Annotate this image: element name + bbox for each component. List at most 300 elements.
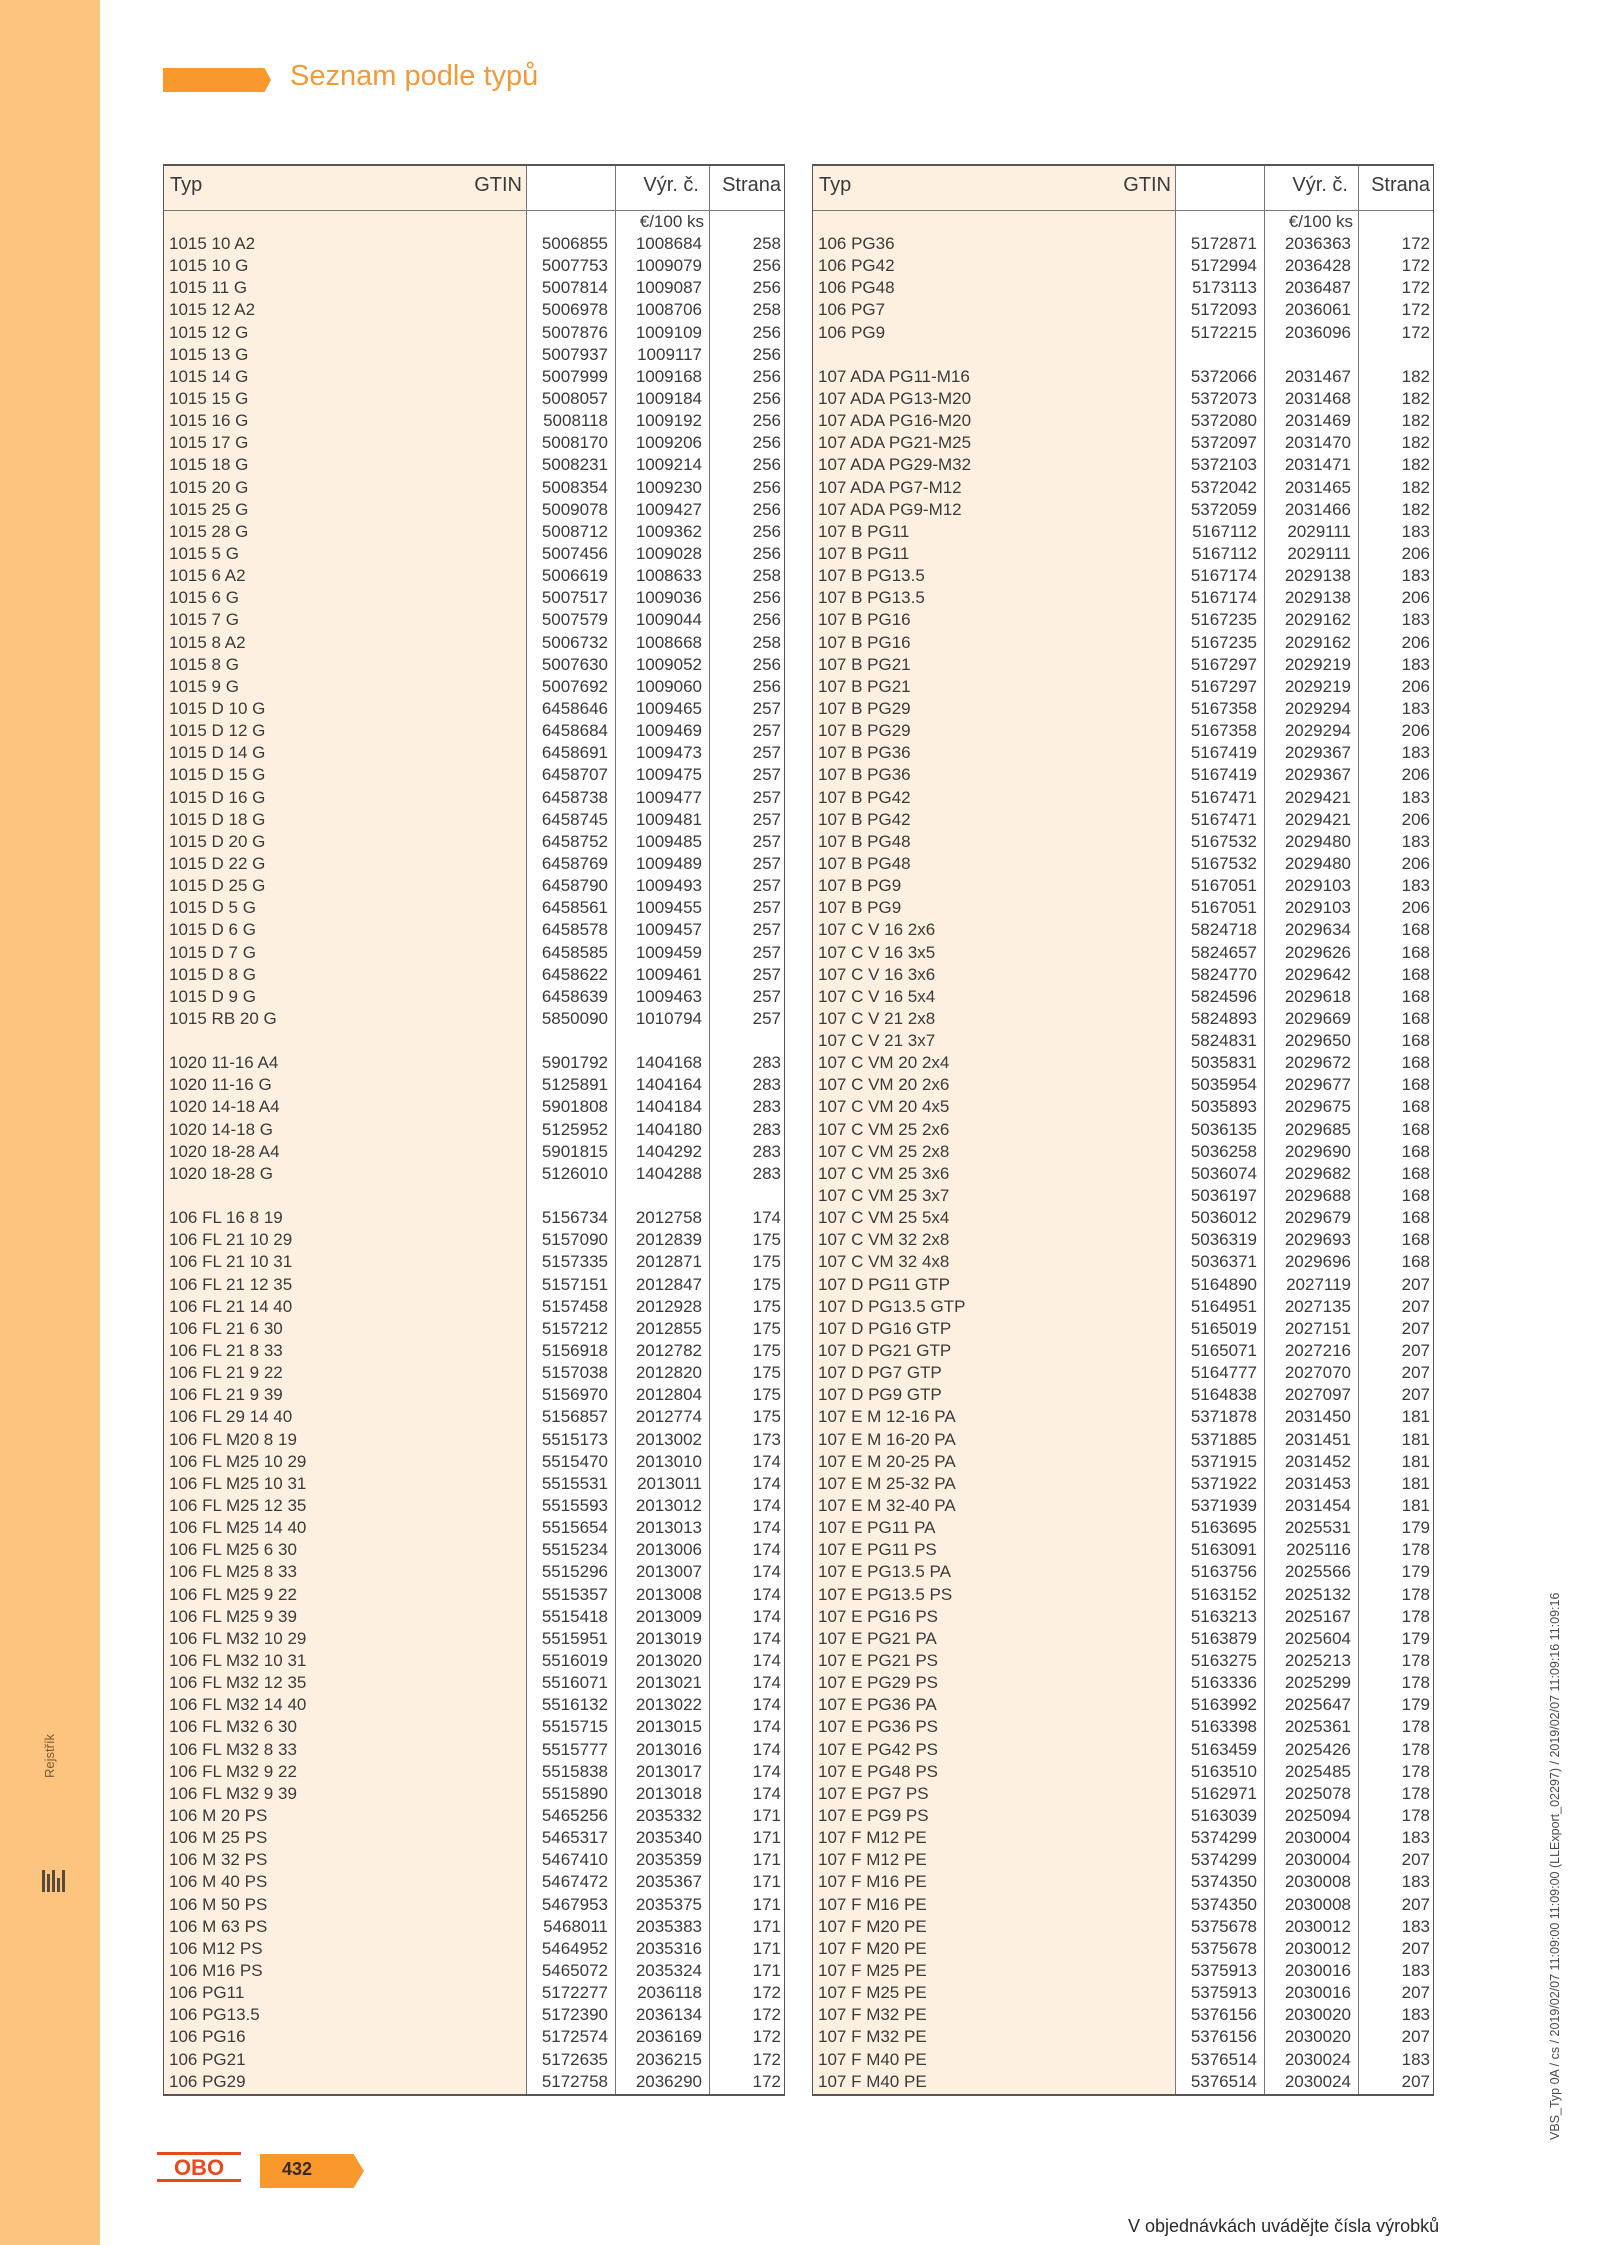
cell-typ: 1020 14-18 G [169,1119,273,1139]
cell-typ: 107 F M16 PE [818,1894,927,1914]
page-number: 432 [282,2159,313,2179]
cell-gtin: 5374299 [1190,1850,1257,1870]
cell-gtin: 6458769 [541,853,608,873]
cell-strana: 175 [752,1318,781,1338]
cell-gtin: 5824893 [1190,1008,1257,1028]
cell-typ: 106 M 40 PS [169,1872,268,1892]
cell-typ: 107 E PG13.5 PS [818,1584,953,1604]
cell-typ: 106 PG36 [818,234,895,253]
cell-strana: 257 [752,809,781,829]
cell-typ: 106 M 32 PS [169,1850,268,1870]
cell-typ: 107 D PG9 GTP [818,1385,942,1405]
cell-strana: 183 [1401,610,1430,630]
cell-strana: 172 [1401,256,1430,276]
cell-typ: 1015 11 G [169,278,248,298]
cell-strana: 179 [1401,1628,1430,1648]
cell-vyr: 2012774 [635,1407,702,1427]
table-row [164,1805,784,1827]
cell-strana: 182 [1401,477,1430,497]
cell-strana: 257 [752,986,781,1006]
cell-gtin: 5167419 [1190,743,1257,763]
cell-gtin: 5516071 [541,1673,608,1693]
cell-strana: 207 [1401,1274,1430,1294]
col-header-typ: Typ [819,174,852,196]
cell-typ: 106 PG21 [169,2049,246,2069]
cell-gtin: 5167297 [1190,654,1257,674]
table-row [813,1451,1433,1473]
cell-gtin: 5515890 [541,1783,608,1803]
table-row [164,1960,784,1982]
cell-gtin: 5515357 [541,1584,608,1604]
cell-gtin: 5167358 [1190,721,1257,741]
cell-vyr: 2013009 [635,1606,702,1626]
cell-strana: 183 [1401,1916,1430,1936]
cell-strana: 256 [752,411,781,431]
cell-gtin: 5163510 [1190,1761,1257,1781]
cell-typ: 107 C V 16 3x6 [818,964,936,984]
cell-typ: 107 E PG9 PS [818,1805,929,1825]
cell-strana: 174 [752,1562,781,1582]
table-row [164,277,784,299]
cell-vyr: 2030024 [1284,2049,1351,2069]
cell-vyr: 1009060 [635,676,702,696]
table-row [164,1716,784,1738]
table-row [813,1894,1433,1916]
table-row [813,1163,1433,1185]
cell-gtin: 5515654 [541,1518,608,1538]
cell-strana: 178 [1401,1584,1430,1604]
cell-vyr: 1009463 [635,986,702,1006]
cell-gtin: 5006978 [541,300,608,320]
cell-typ: 106 FL 21 12 35 [169,1274,293,1294]
cell-strana: 174 [752,1451,781,1471]
cell-vyr: 2013015 [635,1717,702,1737]
cell-strana: 256 [752,388,781,408]
cell-gtin: 5164777 [1190,1363,1257,1383]
cell-typ: 107 D PG16 GTP [818,1318,952,1338]
cell-vyr: 1404292 [635,1141,702,1161]
cell-gtin: 5163756 [1190,1562,1257,1582]
table-row [813,698,1433,720]
cell-typ: 106 FL 21 8 33 [169,1341,283,1361]
cell-gtin: 5172994 [1190,256,1257,276]
cell-gtin: 5167471 [1190,809,1257,829]
cell-gtin: 5172871 [1190,234,1257,253]
table-row [813,1761,1433,1783]
cell-gtin: 5515418 [541,1606,608,1626]
cell-vyr: 2036118 [637,1983,702,2003]
cell-typ: 1015 D 14 G [169,743,266,763]
cell-typ: 107 ADA PG29-M32 [818,455,972,475]
col-header-gtin: GTIN [1123,174,1171,196]
cell-strana: 178 [1401,1540,1430,1560]
cell-vyr: 2029650 [1284,1031,1351,1051]
cell-typ: 107 C VM 25 2x8 [818,1141,950,1161]
cell-strana: 174 [752,1208,781,1228]
cell-vyr: 1009362 [635,521,702,541]
cell-gtin: 5163879 [1190,1628,1257,1648]
cell-strana: 171 [752,1938,781,1958]
cell-typ: 107 ADA PG11-M16 [818,366,970,386]
cell-gtin: 5374299 [1190,1828,1257,1848]
cell-vyr: 2030016 [1284,1983,1351,2003]
table-row [813,1052,1433,1074]
cell-gtin: 5515234 [541,1540,608,1560]
cell-gtin: 6458622 [541,964,608,984]
cell-vyr: 2035324 [635,1960,702,1980]
cell-typ: 107 B PG13.5 [818,588,925,608]
cell-typ: 107 F M20 PE [818,1938,927,1958]
table-row [164,2071,784,2093]
cell-gtin: 6458745 [541,809,608,829]
cell-typ: 107 B PG42 [818,809,911,829]
table-row [164,322,784,344]
cell-gtin: 6458561 [541,898,608,918]
cell-typ: 107 E M 20-25 PA [818,1451,956,1471]
cell-gtin: 5007876 [541,322,608,342]
table-row [164,1827,784,1849]
cell-gtin: 5163091 [1190,1540,1257,1560]
cell-vyr: 2012847 [635,1274,702,1294]
cell-strana: 175 [752,1274,781,1294]
cell-strana: 168 [1401,1208,1430,1228]
cell-gtin: 5901792 [541,1053,608,1073]
cell-strana: 174 [752,1473,781,1493]
cell-typ: 107 F M25 PE [818,1960,927,1980]
cell-gtin: 5167419 [1190,765,1257,785]
header-accent-tab [163,68,271,92]
cell-typ: 107 E M 32-40 PA [818,1496,956,1516]
cell-typ: 1015 6 A2 [169,566,246,586]
table-row [813,499,1433,521]
group-spacer [164,1030,784,1052]
table-row [164,1938,784,1960]
table-row [813,742,1433,764]
cell-typ: 1015 D 7 G [169,942,256,962]
cell-vyr: 2030012 [1284,1938,1351,1958]
cell-typ: 1015 D 16 G [169,787,266,807]
cell-strana: 174 [752,1584,781,1604]
cell-strana: 256 [752,455,781,475]
table-row [813,1207,1433,1229]
cell-vyr: 2025426 [1284,1739,1351,1759]
cell-vyr: 1009465 [635,698,702,718]
cell-vyr: 2013013 [635,1518,702,1538]
cell-gtin: 5371939 [1190,1496,1257,1516]
table-row [164,986,784,1008]
cell-vyr: 2013012 [635,1496,702,1516]
cell-gtin: 5172390 [541,2005,608,2025]
cell-typ: 107 E M 25-32 PA [818,1473,956,1493]
cell-strana: 257 [752,920,781,940]
cell-gtin: 5465317 [541,1828,608,1848]
table-rows [164,233,784,2093]
cell-typ: 1015 D 5 G [169,898,256,918]
cell-vyr: 1009168 [635,366,702,386]
col-header-vyr: Výr. č. [1292,174,1348,196]
cell-vyr: 1009489 [635,853,702,873]
cell-gtin: 5035893 [1190,1097,1257,1117]
cell-gtin: 5376514 [1190,2071,1257,2091]
cell-strana: 283 [752,1097,781,1117]
cell-vyr: 1009036 [635,588,702,608]
cell-vyr: 2025116 [1286,1540,1351,1560]
cell-vyr: 2025531 [1284,1518,1351,1538]
cell-typ: 107 E PG36 PA [818,1695,937,1715]
table-row [164,1495,784,1517]
cell-strana: 258 [752,234,781,253]
cell-gtin: 5156918 [541,1341,608,1361]
cell-vyr: 2029367 [1284,743,1351,763]
cell-vyr: 2031452 [1284,1451,1351,1471]
cell-strana: 206 [1401,765,1430,785]
cell-vyr: 2025132 [1284,1584,1351,1604]
cell-vyr: 2029685 [1284,1119,1351,1139]
cell-gtin: 5515838 [541,1761,608,1781]
cell-strana: 181 [1401,1451,1430,1471]
col-header-vyr: Výr. č. [643,174,699,196]
cell-strana: 174 [752,1761,781,1781]
cell-vyr: 2035332 [635,1805,702,1825]
cell-gtin: 5172635 [541,2049,608,2069]
table-row [164,919,784,941]
cell-gtin: 5007937 [541,344,608,364]
cell-vyr: 1009109 [635,322,702,342]
cell-vyr: 2030016 [1284,1960,1351,1980]
price-unit: €/100 ks [639,212,704,231]
cell-typ: 107 C VM 25 5x4 [818,1208,950,1228]
cell-strana: 168 [1401,964,1430,984]
table-row [813,654,1433,676]
cell-vyr: 1009052 [635,654,702,674]
cell-gtin: 5167235 [1190,632,1257,652]
table-row [164,454,784,476]
cell-strana: 256 [752,344,781,364]
cell-strana: 258 [752,632,781,652]
cell-strana: 181 [1401,1429,1430,1449]
cell-strana: 257 [752,787,781,807]
cell-gtin: 5157151 [541,1274,608,1294]
cell-strana: 207 [1401,1983,1430,2003]
cell-vyr: 2031451 [1284,1429,1351,1449]
cell-vyr: 1009044 [635,610,702,630]
cell-typ: 106 PG13.5 [169,2005,260,2025]
cell-gtin: 5376514 [1190,2049,1257,2069]
cell-strana: 172 [752,2049,781,2069]
cell-typ: 106 PG7 [818,300,886,320]
cell-vyr: 2029162 [1284,632,1351,652]
cell-typ: 107 F M40 PE [818,2071,927,2091]
cell-typ: 107 B PG21 [818,654,911,674]
table-row [813,964,1433,986]
logo-text: OBO [173,2155,225,2180]
cell-typ: 107 E PG29 PS [818,1673,939,1693]
cell-strana: 171 [752,1872,781,1892]
cell-strana: 182 [1401,455,1430,475]
cell-typ: 106 PG9 [818,322,886,342]
cell-gtin: 5157212 [541,1318,608,1338]
cell-strana: 183 [1401,2005,1430,2025]
cell-typ: 107 B PG16 [818,610,911,630]
table-row [813,853,1433,875]
table-row [813,919,1433,941]
table-row [813,1318,1433,1340]
cell-typ: 106 FL 21 10 31 [169,1252,293,1272]
cell-strana: 206 [1401,543,1430,563]
table-row [164,233,784,255]
table-row [164,1163,784,1185]
table-row [813,1584,1433,1606]
cell-typ: 107 B PG9 [818,898,902,918]
cell-gtin: 5167051 [1190,898,1257,918]
cell-vyr: 2029642 [1284,964,1351,984]
cell-strana: 168 [1401,1252,1430,1272]
table-row [813,609,1433,631]
cell-typ: 1015 15 G [169,388,249,408]
cell-strana: 283 [752,1163,781,1183]
cell-vyr: 2025299 [1284,1673,1351,1693]
cell-vyr: 2030004 [1284,1828,1351,1848]
cell-gtin: 5163152 [1190,1584,1257,1604]
cell-strana: 168 [1401,920,1430,940]
cell-vyr: 2036215 [635,2049,702,2069]
cell-vyr: 1009028 [635,543,702,563]
table-row [164,853,784,875]
cell-vyr: 2030004 [1284,1850,1351,1870]
cell-typ: 106 FL M32 14 40 [169,1695,307,1715]
cell-gtin: 5156857 [541,1407,608,1427]
table-row [813,565,1433,587]
cell-typ: 107 C VM 25 3x7 [818,1186,950,1206]
cell-typ: 1015 D 8 G [169,964,256,984]
table-row [164,410,784,432]
cell-strana: 183 [1401,787,1430,807]
cell-vyr: 2029421 [1284,787,1351,807]
cell-strana: 256 [752,676,781,696]
cell-strana: 256 [752,322,781,342]
table-row [164,1429,784,1451]
cell-vyr: 2012928 [635,1296,702,1316]
cell-vyr: 2029219 [1284,676,1351,696]
cell-vyr: 2012855 [635,1318,702,1338]
cell-gtin: 6458738 [541,787,608,807]
cell-vyr: 1404168 [635,1053,702,1073]
cell-gtin: 5157335 [541,1252,608,1272]
cell-vyr: 2025361 [1284,1717,1351,1737]
cell-gtin: 5008170 [541,433,608,453]
cell-strana: 206 [1401,721,1430,741]
table-row [813,720,1433,742]
cell-gtin: 5465072 [541,1960,608,1980]
cell-strana: 206 [1401,632,1430,652]
cell-strana: 175 [752,1296,781,1316]
cell-strana: 174 [752,1739,781,1759]
cell-vyr: 2031465 [1284,477,1351,497]
table-row [164,1340,784,1362]
cell-gtin: 5172215 [1190,322,1257,342]
cell-vyr: 2013008 [635,1584,702,1604]
cell-typ: 106 PG11 [169,1983,245,2003]
cell-strana: 182 [1401,366,1430,386]
cell-typ: 1020 14-18 A4 [169,1097,280,1117]
table-row [813,277,1433,299]
cell-vyr: 2029421 [1284,809,1351,829]
cell-typ: 106 M 20 PS [169,1805,268,1825]
cell-typ: 1015 25 G [169,499,249,519]
table-row [813,1030,1433,1052]
cell-typ: 1015 9 G [169,676,239,696]
cell-gtin: 5006619 [541,566,608,586]
table-row [813,1384,1433,1406]
cell-gtin: 5172093 [1190,300,1257,320]
cell-vyr: 2036061 [1284,300,1351,320]
cell-vyr: 1404184 [635,1097,702,1117]
cell-gtin: 5372080 [1190,411,1257,431]
cell-vyr: 2030008 [1284,1872,1351,1892]
cell-gtin: 6458639 [541,986,608,1006]
cell-typ: 107 B PG21 [818,676,911,696]
cell-vyr: 2035383 [635,1916,702,1936]
cell-strana: 171 [752,1850,781,1870]
cell-typ: 106 M 63 PS [169,1916,268,1936]
cell-gtin: 5157038 [541,1363,608,1383]
cell-gtin: 5156970 [541,1385,608,1405]
cell-gtin: 5035954 [1190,1075,1257,1095]
col-header-strana: Strana [722,174,781,196]
cell-gtin: 5157458 [541,1296,608,1316]
cell-vyr: 2031450 [1284,1407,1351,1427]
cell-strana: 171 [752,1828,781,1848]
cell-strana: 283 [752,1053,781,1073]
table-row [813,1739,1433,1761]
cell-vyr: 2029111 [1287,521,1351,541]
cell-gtin: 5850090 [541,1008,608,1028]
cell-strana: 207 [1401,1850,1430,1870]
table-row [813,831,1433,853]
cell-strana: 257 [752,942,781,962]
cell-gtin: 5374350 [1190,1894,1257,1914]
cell-vyr: 1009475 [635,765,702,785]
cell-typ: 107 E PG7 PS [818,1783,929,1803]
cell-typ: 1015 D 20 G [169,831,266,851]
table-row [164,1052,784,1074]
cell-vyr: 2029480 [1284,853,1351,873]
cell-typ: 1015 D 22 G [169,853,266,873]
cell-typ: 107 E PG11 PA [818,1518,936,1538]
cell-typ: 107 F M32 PE [818,2027,927,2047]
cell-typ: 106 PG48 [818,278,895,298]
cell-gtin: 5007630 [541,654,608,674]
cell-vyr: 2029634 [1284,920,1351,940]
table-row [164,787,784,809]
table-row [164,366,784,388]
cell-typ: 107 B PG36 [818,765,911,785]
table-row [813,1362,1433,1384]
table-row [164,1739,784,1761]
cell-strana: 183 [1401,1828,1430,1848]
cell-gtin: 5163459 [1190,1739,1257,1759]
cell-strana: 173 [752,1429,781,1449]
page-title: Seznam podle typů [290,60,539,92]
cell-vyr: 2027097 [1284,1385,1351,1405]
table-row [813,676,1433,698]
table-row [164,1916,784,1938]
table-row [813,1916,1433,1938]
cell-gtin: 6458707 [541,765,608,785]
cell-typ: 107 D PG13.5 GTP [818,1296,966,1316]
cell-vyr: 2035359 [635,1850,702,1870]
cell-gtin: 5164890 [1190,1274,1257,1294]
